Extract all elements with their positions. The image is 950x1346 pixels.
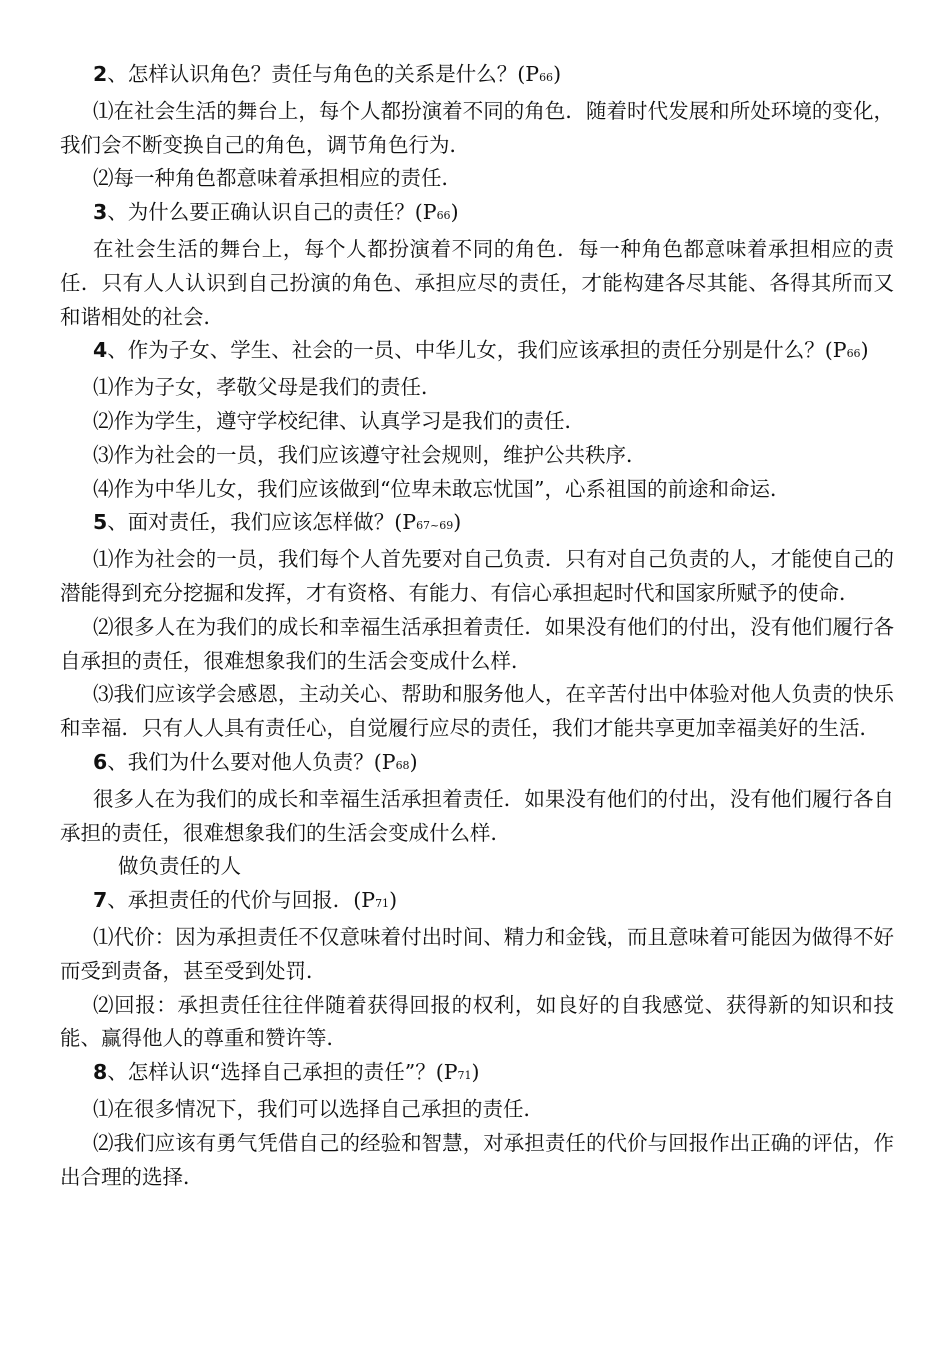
question-text: 、我们为什么要对他人负责？(P xyxy=(107,749,396,774)
paren-close: ) xyxy=(389,888,398,913)
question-number: 3 xyxy=(93,200,108,225)
question-number: 5 xyxy=(93,510,108,535)
question-number: 2 xyxy=(93,62,108,86)
paren-close: ) xyxy=(453,510,462,535)
question-text: 、承担责任的代价与回报．(P xyxy=(107,888,376,913)
question-number: 7 xyxy=(93,888,108,913)
answer-4-3: ⑶作为社会的一员，我们应该遵守社会规则，维护公共秩序． xyxy=(93,442,647,467)
page-ref: 68 xyxy=(395,758,410,772)
page-ref: 67~69 xyxy=(416,519,454,533)
question-6 xyxy=(60,746,894,783)
question-4 xyxy=(60,334,894,371)
question-text: 、为什么要正确认识自己的责任？(P xyxy=(107,200,437,225)
section-title: 做负责任的人 xyxy=(118,854,241,879)
paren-close: ) xyxy=(450,200,459,225)
answer-7-2: ⑵回报：承担责任往往伴随着获得回报的权利，如良好的自我感觉、获得新的知识和技能、赢得他人的尊重和赞许等． xyxy=(60,992,894,1051)
answer-7-1: ⑴代价：因为承担责任不仅意味着付出时间、精力和金钱，而且意味着可能因为做得不好而受到责备，甚至受到处罚． xyxy=(60,924,894,983)
page-ref: 71 xyxy=(457,1069,472,1083)
question-7 xyxy=(60,884,894,921)
page-ref: 66 xyxy=(846,347,861,361)
answer-5-3: ⑶我们应该学会感恩，主动关心、帮助和服务他人，在辛苦付出中体验对他人负责的快乐和幸福．只有人人具有责任心，自觉履行应尽的责任，我们才能共享更加幸福美好的生活． xyxy=(60,682,894,741)
answer-8-2: ⑵我们应该有勇气凭借自己的经验和智慧，对承担责任的代价与回报作出正确的评估，作出合理的选择． xyxy=(60,1130,894,1189)
page-ref: 66 xyxy=(436,209,451,223)
question-text: 、面对责任，我们应该怎样做？(P xyxy=(107,510,417,535)
answer-4-4: ⑷作为中华儿女，我们应该做到“位卑未敢忘忧国”，心系祖国的前途和命运． xyxy=(93,476,791,501)
question-3 xyxy=(60,196,894,233)
question-number: 8 xyxy=(93,1060,108,1085)
question-text: 、怎样认识“选择自己承担的责任”？(P xyxy=(107,1060,458,1085)
question-number: 6 xyxy=(93,749,108,774)
question-2 xyxy=(60,58,894,95)
answer-8-1: ⑴在很多情况下，我们可以选择自己承担的责任． xyxy=(93,1096,544,1121)
question-8 xyxy=(60,1056,894,1093)
answer-6: 很多人在为我们的成长和幸福生活承担着责任．如果没有他们的付出，没有他们履行各自承担的责任，很难想象我们的生活会变成什么样． xyxy=(60,786,894,845)
answer-2-2: ⑵每一种角色都意味着承担相应的责任． xyxy=(93,166,462,191)
page-ref: 66 xyxy=(539,71,554,84)
answer-4-1: ⑴作为子女，孝敬父母是我们的责任． xyxy=(93,375,442,400)
question-5 xyxy=(60,506,894,543)
question-text: 、作为子女、学生、社会的一员、中华儿女，我们应该承担的责任分别是什么？(P xyxy=(107,338,847,363)
question-number: 4 xyxy=(93,338,108,363)
answer-5-2: ⑵很多人在为我们的成长和幸福生活承担着责任．如果没有他们的付出，没有他们履行各自承担的责任，很难想象我们的生活会变成什么样． xyxy=(60,614,894,673)
answer-4-2: ⑵作为学生，遵守学校纪律、认真学习是我们的责任． xyxy=(93,408,585,433)
paren-close: ) xyxy=(553,62,562,86)
answer-5-1: ⑴作为社会的一员，我们每个人首先要对自己负责．只有对自己负责的人，才能使自己的潜能得到充分挖掘和发挥，才有资格、有能力、有信心承担起时代和国家所赋予的使命． xyxy=(60,547,894,605)
paren-close: ) xyxy=(860,338,869,363)
question-text: 、怎样认识角色？责任与角色的关系是什么？(P xyxy=(107,62,540,86)
paren-close: ) xyxy=(471,1060,480,1085)
paren-close: ) xyxy=(409,749,418,774)
page-ref: 71 xyxy=(375,897,390,911)
answer-2-1: ⑴在社会生活的舞台上，每个人都扮演着不同的角色．随着时代发展和所处环境的变化，我们会不断变换自己的角色，调节角色行为． xyxy=(60,98,894,157)
answer-3: 在社会生活的舞台上，每个人都扮演着不同的角色．每一种角色都意味着承担相应的责任．只有人人认识到自己扮演的角色、承担应尽的责任，才能构建各尽其能、各得其所而又和谐相处的社会． xyxy=(60,236,894,329)
